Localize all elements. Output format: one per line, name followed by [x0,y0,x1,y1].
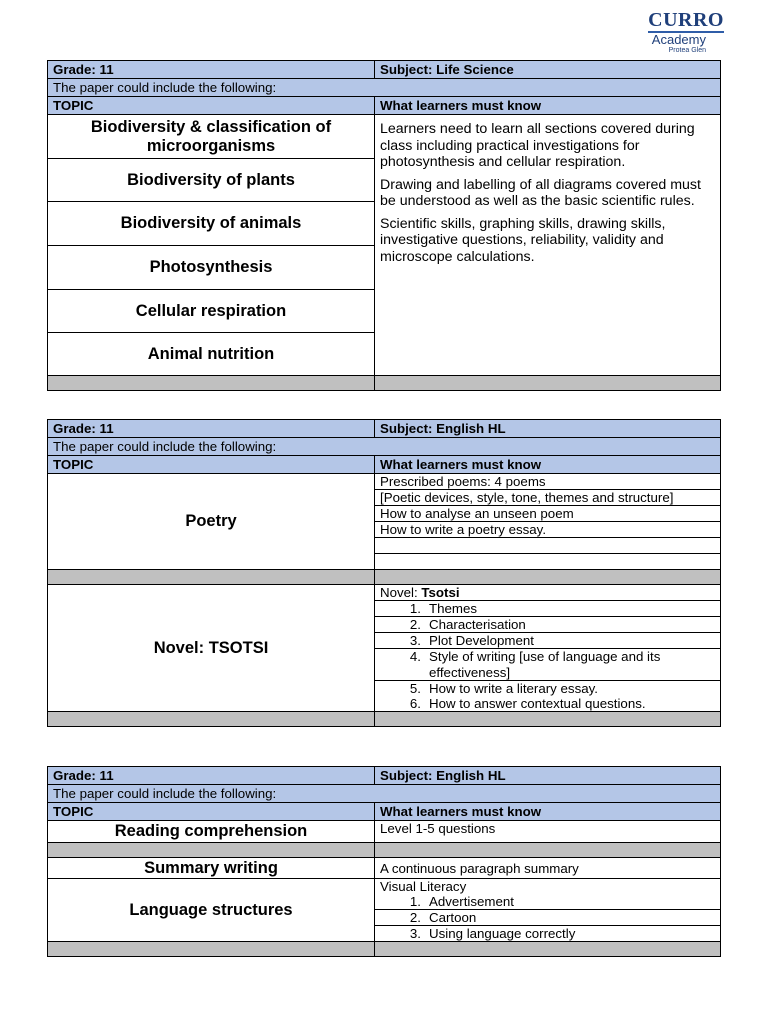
header-row [48,767,721,785]
subject-label: Subject: Life Science [375,61,721,79]
subject-label: Subject: English HL [375,767,721,785]
language-intro: Visual Literacy [375,879,721,895]
novel-item [375,617,721,633]
item-number: 1. [409,894,421,909]
reading-detail: Level 1-5 questions [375,821,721,843]
item-number: 1. [409,601,421,616]
grade-label: Grade: 11 [48,420,375,438]
item-text: Plot Development [429,633,534,648]
language-topic: Language structures [48,879,375,942]
know-paragraph: Scientific skills, graphing skills, drawing skills, investigative questions, reliability, validity and microscope calculations. [380,215,666,265]
spacer-row [48,570,721,585]
novel-intro [375,585,721,601]
reading-row [48,821,721,843]
novel-intro-prefix: Novel: [380,585,422,600]
topic-cell: Photosynthesis [48,246,375,290]
language-item [375,894,721,910]
topic-header: TOPIC [48,803,375,821]
intro-text: The paper could include the following: [48,79,721,97]
topic-cell: Biodiversity & classification of microorganisms [48,115,375,159]
poetry-item [375,554,721,570]
topic-cell: Animal nutrition [48,333,375,376]
reading-topic: Reading comprehension [48,821,375,843]
subject-label: Subject: English HL [375,420,721,438]
intro-row [48,79,721,97]
novel-title: Tsotsi [421,585,460,600]
column-header-row [48,456,721,474]
column-header-row [48,97,721,115]
topic-row [48,115,721,159]
english-literature-table [47,419,721,727]
know-paragraph: Drawing and labelling of all diagrams covered must be understood as well as the basic scientific rules. [380,176,701,209]
spacer-row [48,843,721,858]
item-text: Themes [429,601,478,616]
header-row [48,420,721,438]
spacer-row [48,376,721,391]
novel-item [375,696,721,712]
novel-item [375,649,721,681]
poetry-item: How to analyse an unseen poem [375,506,721,522]
intro-text: The paper could include the following: [48,438,721,456]
summary-topic: Summary writing [48,858,375,879]
novel-item [375,601,721,617]
summary-row [48,858,721,879]
poetry-item: Prescribed poems: 4 poems [375,474,721,490]
novel-item [375,633,721,649]
item-text: Using language correctly [429,926,576,941]
know-cell [375,115,721,376]
poetry-topic: Poetry [48,474,375,570]
intro-row [48,438,721,456]
topic-cell: Biodiversity of animals [48,202,375,246]
english-language-table [47,766,721,957]
language-item [375,910,721,926]
grade-label: Grade: 11 [48,61,375,79]
topic-header: TOPIC [48,456,375,474]
novel-item [375,681,721,697]
summary-detail: A continuous paragraph summary [375,858,721,879]
language-row [48,879,721,895]
item-text: Advertisement [429,894,514,909]
item-number: 4. [409,649,421,664]
know-header: What learners must know [375,97,721,115]
novel-row [48,585,721,601]
logo-name: Academy [651,32,706,47]
item-text: Characterisation [429,617,526,632]
life-science-table [47,60,721,391]
intro-text: The paper could include the following: [48,785,721,803]
logo-brand: CURRO [648,9,724,31]
header-row [48,61,721,79]
logo-location: Protea Glen [668,47,706,54]
topic-cell: Cellular respiration [48,290,375,333]
column-header-row [48,803,721,821]
poetry-item [375,538,721,554]
item-text: How to answer contextual questions. [429,696,646,711]
item-text: Cartoon [429,910,477,925]
topic-cell: Biodiversity of plants [48,159,375,202]
poetry-item: [Poetic devices, style, tone, themes and structure] [375,490,721,506]
know-header: What learners must know [375,803,721,821]
topic-header: TOPIC [48,97,375,115]
curro-logo [636,10,724,56]
item-number: 2. [409,617,421,632]
item-number: 6. [409,696,421,711]
grade-label: Grade: 11 [48,767,375,785]
item-text: Style of writing [use of language and its effectiveness] [429,649,661,680]
know-header: What learners must know [375,456,721,474]
poetry-row [48,474,721,490]
poetry-item: How to write a poetry essay. [375,522,721,538]
spacer-row [48,712,721,727]
item-number: 3. [409,633,421,648]
item-text: How to write a literary essay. [429,681,598,696]
item-number: 2. [409,910,421,925]
item-number: 5. [409,681,421,696]
intro-row [48,785,721,803]
spacer-row [48,942,721,957]
know-paragraph: Learners need to learn all sections covered during class including practical investigations for photosynthesis and cellular respiration. [380,121,695,170]
item-number: 3. [409,926,421,941]
language-item [375,926,721,942]
novel-topic: Novel: TSOTSI [48,585,375,712]
